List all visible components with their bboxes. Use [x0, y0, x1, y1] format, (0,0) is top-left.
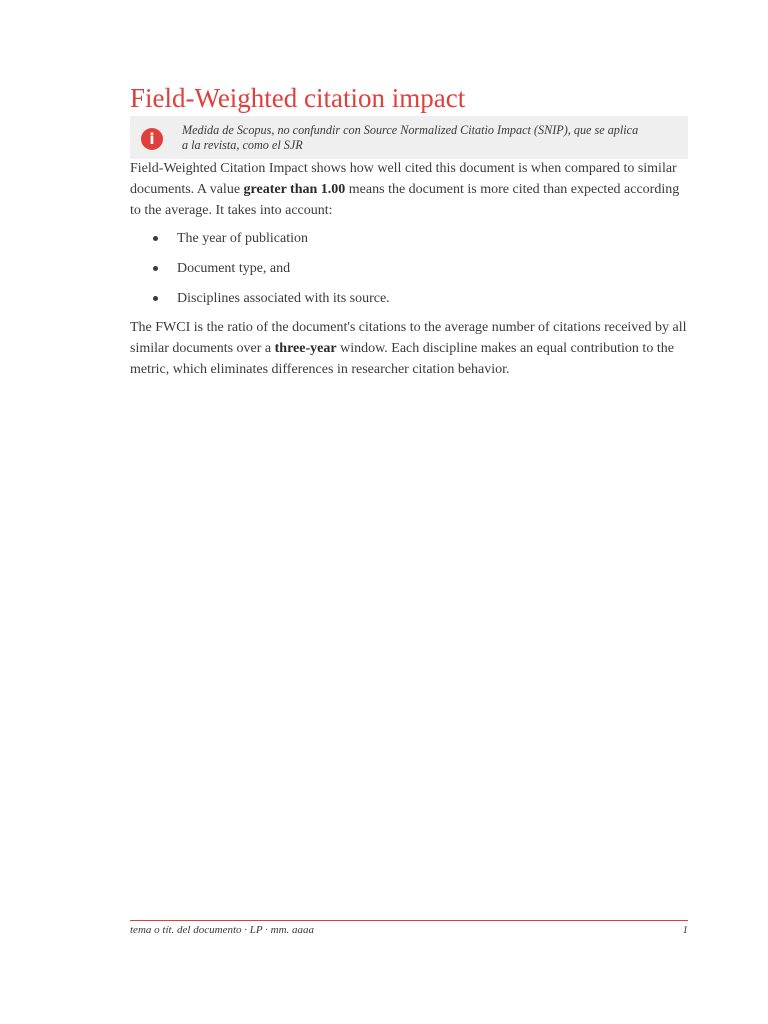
- list-item-text: Disciplines associated with its source.: [177, 291, 390, 306]
- info-icon: i: [141, 128, 163, 150]
- fwci-paragraph: [130, 317, 688, 380]
- factors-list: [130, 228, 688, 318]
- list-item-text: The year of publication: [177, 231, 309, 246]
- page-title: Field-Weighted citation impact: [130, 83, 466, 113]
- list-item-text: Document type, and: [177, 261, 291, 276]
- info-note: [130, 116, 688, 159]
- intro-paragraph: [130, 158, 688, 221]
- intro-emphasis: greater than 1.00: [243, 182, 346, 197]
- fwci-text-start: The FWCI is the ratio of the document's citations to the average number of citations received by all similar documents over a: [130, 320, 687, 356]
- page-number: 1: [682, 924, 688, 936]
- list-item: [130, 288, 688, 318]
- fwci-text-end: window. Each discipline makes an equal contribution to the metric, which eliminates differences in researcher citation behavior.: [130, 341, 674, 377]
- footer-divider: [130, 920, 688, 921]
- footer-document-info: tema o tít. del documento · LP · mm. aaaa: [130, 924, 315, 936]
- intro-text-end: means the document is more cited than expected according to the average. It takes into account:: [130, 182, 680, 218]
- intro-text-start: Field-Weighted Citation Impact shows how well cited this document is when compared to similar documents. A value: [130, 161, 677, 197]
- bullet-icon: [153, 266, 158, 271]
- bullet-icon: [153, 236, 158, 241]
- note-text: Medida de Scopus, no confundir con Source Normalized Citatio Impact (SNIP), que se aplica a la revista, como el SJR: [182, 123, 639, 152]
- list-item: [130, 258, 688, 288]
- bullet-icon: [153, 296, 158, 301]
- fwci-emphasis: three-year: [274, 341, 337, 356]
- list-item: [130, 228, 688, 258]
